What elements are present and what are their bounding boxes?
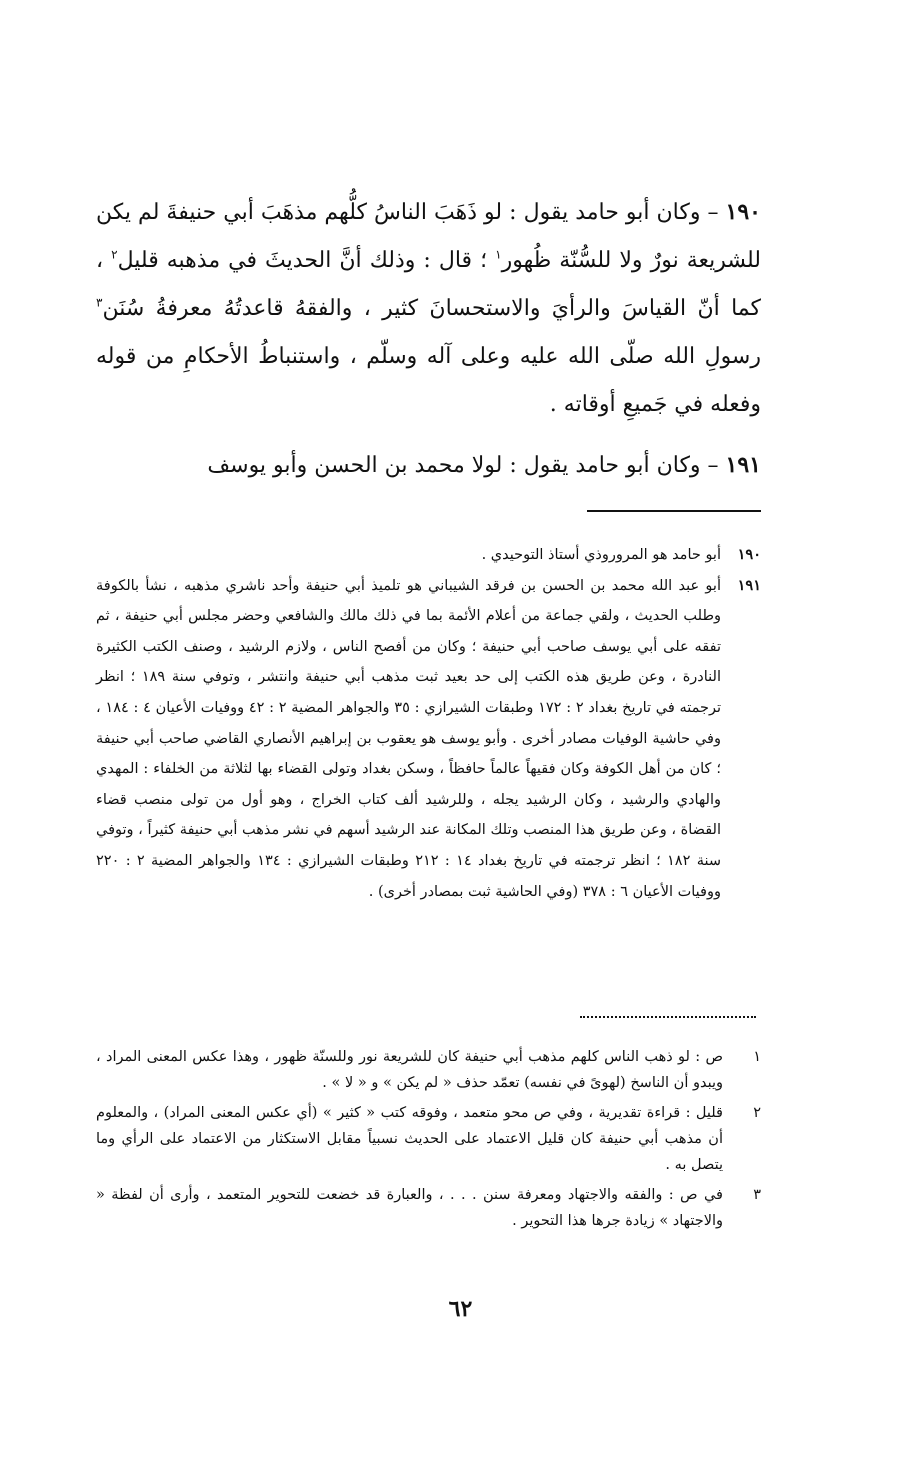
paragraph-191 — [96, 441, 761, 490]
commentary-notes — [96, 540, 761, 907]
paragraph-number: ١٩١ — [725, 452, 761, 478]
paragraph-text: رسولِ الله صلّى الله عليه وعلى آله وسلّم ، واستنباطُ الأحكامِ من قوله وفعله في جَميعِ أوقاته . — [96, 344, 761, 417]
paragraph-text: ؛ قال : وذلك أنَّ الحديثَ في مذهبه قليل — [117, 248, 496, 273]
apparatus-note-2 — [96, 1100, 761, 1178]
apparatus-note-1 — [96, 1044, 761, 1096]
footnote-ref-3[interactable]: ٣ — [96, 295, 103, 310]
notes-divider — [587, 510, 761, 512]
main-text — [96, 188, 761, 502]
paragraph-text: – وكان أبو حامد يقول : لو ذَهَبَ الناسُ كلُّهم مذهَبَ أبي حنيفةَ لم يكن للشريعة نورٌ ولا للسُّنّة ظُهور — [96, 200, 762, 273]
note-number: ١٩٠ — [737, 546, 761, 563]
page-number: ٦٢ — [448, 1296, 473, 1322]
paragraph-text: ، كما أنّ القياسَ والرأيَ والاستحسانَ كثير ، والفقهُ قاعدتُهُ معرفةُ سُنَن — [96, 248, 761, 321]
apparatus-number: ٢ — [753, 1105, 761, 1121]
apparatus-text: قليل : قراءة تقديرية ، وفي ص محو متعمد ، وفوقه كتب « كثير » (أي عكس المعنى المراد) ، والمعلوم أن مذهب أبي حنيفة كان قليل الاعتماد على الحديث نسبياً مقابل الاستكثار من الاعتماد على الرأي وما يتصل به . — [96, 1105, 723, 1173]
footnote-ref-2[interactable]: ٢ — [111, 247, 118, 262]
paragraph-190 — [96, 188, 761, 429]
apparatus-text: ص : لو ذهب الناس كلهم مذهب أبي حنيفة كان للشريعة نور وللسنّة ظهور ، وهذا عكس المعنى المراد ، ويبدو أن الناسخ (لهوىً في نفسه) تعمّد حذف « لم يكن » و « لا » . — [96, 1049, 723, 1091]
apparatus-number: ٣ — [753, 1187, 761, 1203]
note-190 — [96, 540, 761, 571]
note-text: أبو حامد هو المروروذي أستاذ التوحيدي . — [481, 547, 721, 563]
note-191 — [96, 571, 761, 908]
paragraph-number: ١٩٠ — [725, 199, 761, 225]
note-text: أبو عبد الله محمد بن الحسن بن فرقد الشيباني هو تلميذ أبي حنيفة وأحد ناشري مذهبه ، نشأ بالكوفة وطلب الحديث ، ولقي جماعة من أعلام الأئمة بما في ذلك مالك والشافعي وحضر مجلس أبي حنيفة ، ثم تفقه على أبي يوسف صاحب أبي حنيفة ؛ وكان من أفصح الناس ، ولازم الرشيد ، وصنف الكتب الكثيرة النادرة ، وعن طريق هذه الكتب إلى حد بعيد ثبت مذهب أبي حنيفة وانتشر ، وتوفي سنة ١٨٩ ؛ انظر ترجمته في تاريخ بغداد ٢ : ١٧٢ وطبقات الشيرازي : ٣٥ والجواهر المضية ٢ : ٤٢ ووفيات الأعيان ٤ : ١٨٤ ، وفي حاشية الوفيات مصادر أخرى . وأبو يوسف هو يعقوب بن إبراهيم الأنصاري القاضي صاحب أبي حنيفة ؛ كان من أهل الكوفة وكان فقيهاً عالماً حافظاً ، وسكن بغداد وتولى القضاء بها لثلاثة من الخلفاء : المهدي والهادي والرشيد ، وكان الرشيد يجله ، وللرشيد ألف كتاب الخراج ، وهو أول من تولى منصب قضاء القضاة ، وعن طريق هذا المنصب وتلك المكانة عند الرشيد أسهم في نشر مذهب أبي حنيفة كثيراً ، وتوفي سنة ١٨٢ ؛ انظر ترجمته في تاريخ بغداد ١٤ : ٢١٢ وطبقات الشيرازي : ١٣٤ والجواهر المضية ٢ : ٢٢٠ ووفيات الأعيان ٦ : ٣٧٨ (وفي الحاشية ثبت بمصادر أخرى) . — [96, 577, 722, 900]
note-number: ١٩١ — [737, 576, 761, 594]
paragraph-text: – وكان أبو حامد يقول : لولا محمد بن الحسن وأبو يوسف — [207, 453, 719, 478]
footnote-ref-1[interactable]: ١ — [495, 247, 502, 262]
apparatus-note-3 — [96, 1182, 761, 1234]
apparatus-divider — [580, 1016, 756, 1018]
apparatus-number: ١ — [753, 1049, 761, 1065]
critical-apparatus — [96, 1044, 761, 1238]
apparatus-text: في ص : والفقه والاجتهاد ومعرفة سنن . . . ، والعبارة قد خضعت للتحوير المتعمد ، وأرى أن لفظة « والاجتهاد » زيادة جرها هذا التحوير . — [96, 1187, 723, 1229]
